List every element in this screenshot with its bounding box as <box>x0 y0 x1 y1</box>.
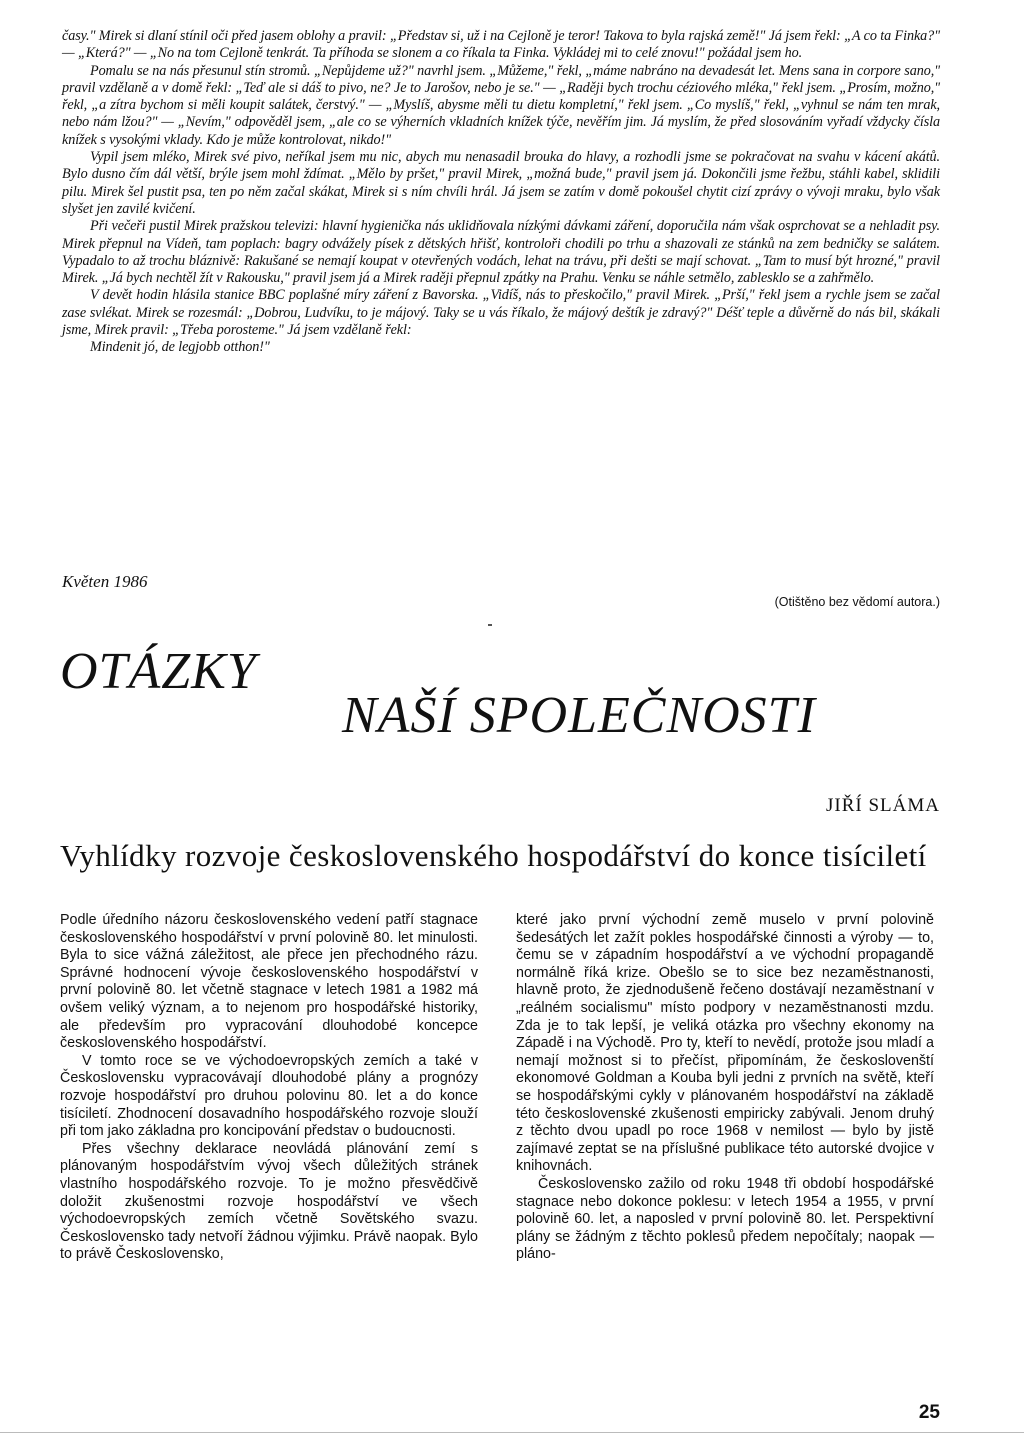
article-author: JIŘÍ SLÁMA <box>826 795 940 816</box>
story-paragraph: časy." Mirek si dlaní stínil oči před jasem oblohy a pravil: „Představ si, už i na Cejloně je teror! Takova to byla rajská země!" Já jsem řekl: „A co ta Finka?" — „Která?" — „No na tom Cejloně tenkrát. Ta příhoda se slonem a co říkala ta Finka. Vykládej mi to celé znovu!" požádal jsem ho. <box>62 28 940 62</box>
print-speck <box>488 624 492 626</box>
page-number: 25 <box>918 1402 940 1423</box>
article-paragraph: V tomto roce se ve východoevropských zemích a také v Československu vypracovávají dlouhodobé plány a prognózy rozvoje hospodářství pro druhou polovinu 80. let a do konce tisíciletí. Zhodnocení dosavadního hospodářského rozvoje slouží při tom jako základna pro koncipování představ o budoucnosti. <box>60 1052 478 1140</box>
article-paragraph: které jako první východní země muselo v první polovině šedesátých let zažít pokles hospodářské činnosti a výroby — to, čemu se v západním hospodářství a ve východní propagandě normálně říká krize. Obešlo se to sice bez nezaměstnanosti, hlavně proto, že zjednodušeně řečeno dostávají nezaměstnaní v „reálném socialismu" místo podpory v nezaměstnanosti mzdu. Zda je to tak lepší, je veliká otázka pro všechny ekonomy na Západě i na Východě. Pro ty, kteří to nevědí, protože jsou mladí a nemají možnost si to přečíst, připomínám, že českoslovenští ekonomové Goldman a Kouba byli jedni z prvních na světě, kteří se hospodářskými cykly v plánovaném hospodářství na základě této československé zkušenosti empiricky zabývali. Jenom druhý z těchto dvou upadl po roce 1968 v nemilost — bylo by jistě zajímavé zeptat se na příslušné publikace této autorské dvojice v knihovnách. <box>516 912 934 1175</box>
section-title-line-2: NAŠÍ SPOLEČNOSTI <box>342 687 816 744</box>
story-paragraph: Při večeři pustil Mirek pražskou televizi: hlavní hygienička nás uklidňovala nízkými dávkami záření, doporučila nám však osprchovat se a nehladit psy. Mirek přepnul na Vídeň, tam poplach: bagry odvážely písek z dětských hřišť, kontroloři chodili po trhu a shazovali ze stánků na zem bedničky se salátem. Vypadalo to až trochu bláznivě: Rakušané se nemají koupat v otevřených vodách, lehat na trávu, při dešti se mají schovat. „Tam to musí být hrozné," pravil Mirek. „Já bych nechtěl žít v Rakousku," pravil jsem já a Mirek raději přepnul zpátky na Prahu. Venku se náhle setmělo, zablesklo se a zahřmělo. <box>62 218 940 287</box>
story-continuation <box>62 28 940 357</box>
story-closing-line: Mindenit jó, de legjobb otthon!" <box>90 339 270 356</box>
story-paragraph: Pomalu se na nás přesunul stín stromů. „Nepůjdeme už?" navrhl jsem. „Můžeme," řekl, „máme nabráno na devadesát let. Mens sana in corpore sano," pravil vzdělaně a v domě řekl: „Teď ale si dáš to pivo, ne? Je to Jarošov, nebo je se." — „Raději bych trochu céziového mléka," řekl jsem. „Prosím, možno," řekl, „a zítra bychom si měli koupit salátek, čerstvý." — „Myslíš, abysme měli tu dietu kompletní," řekl jsem. „Co myslíš," řekl, „vyhnul se nám ten mrak, nebo nám lžou?" — „Nevím," odpověděl jsem, „ale co se výherních vkladních knížek týče, nevěřím jim. Já myslím, že před slosováním vyřadí vždycky čísla knížek s vysokými vklady. Kdo je může kontrolovat, nikdo!" <box>62 62 940 148</box>
article-paragraph: Podle úředního názoru československého vedení patří stagnace československého hospodářství v první polovině 80. let minulosti. Byla to sice vážná záležitost, ale přece jen přechodného rázu. Správné hodnocení vývoje československého hospodářství v první polovině 80. let včetně stagnace v letech 1981 a 1982 má ovšem veliký význam, a to nejenom pro hospodářské historiky, ale především pro vypracování dlouhodobé koncepce československého hospodářství. <box>60 912 478 1052</box>
bottom-scan-edge <box>0 1432 1024 1433</box>
article-paragraph: Přes všechny deklarace neovládá plánování zemí s plánovaným hospodářstvím vývoj všech důležitých stránek vlastního hospodářského rozvoje. To je možno přesvědčivě doložit zkušenostmi rozvoje hospodářství ve všech východoevropských zemích včetně Sovětského svazu. Československo tady netvoří žádnou výjimku. Právě naopak. Bylo to právě Československo, <box>60 1140 478 1263</box>
story-date: Květen 1986 <box>62 572 148 591</box>
article-column-left <box>60 912 478 1264</box>
article-column-right <box>516 912 934 1264</box>
article-title: Vyhlídky rozvoje československého hospodářství do konce tisíciletí <box>60 838 927 873</box>
section-title-line-1: OTÁZKY <box>60 643 257 700</box>
story-paragraph: Vypil jsem mléko, Mirek své pivo, neříkal jsem mu nic, abych mu nenasadil brouka do hlavy, a rozhodli jsme se pokračovat na svahu v kácení akátů. Bylo dusno čím dál větší, brýle jsem mohl ždímat. „Mělo by pršet," pravil Mirek, „možná bude," pravil jsem já. Dokončili jsme řežbu, stáhli kabel, sklidili pilu. Mirek šel pustit psa, ten po něm začal skákat, Mirek si s ním chvíli hrál. Já jsem se zatím v domě pokoušel chytit cizí zprávy o vývoji mraku, bylo však slyšet jen zavilé kvičení. <box>62 149 940 217</box>
article-paragraph: Československo zažilo od roku 1948 tři období hospodářské stagnace nebo dokonce poklesu: v letech 1954 a 1955, v první polovině 60. let, a naposled v první polovině 80. let. Perspektivní plány se žádným z těchto poklesů předem nepočítaly; naopak — pláno- <box>516 1175 934 1263</box>
story-paragraph: V devět hodin hlásila stanice BBC poplašné míry záření z Bavorska. „Vidíš, nás to přeskočilo," pravil Mirek. „Prší," řekl jsem a rychle jsem se začal zase svlékat. Mirek se rozesmál: „Dobrou, Ludvíku, to je májový. Taky se u vás říkalo, že májový deštík je zdravý?" Déšť teple a důvěrně do nás bil, skákali jsme, Mirek pravil: „Třeba porosteme." Já jsem vzdělaně řekl: <box>62 287 940 339</box>
print-note: (Otištěno bez vědomí autora.) <box>774 595 940 609</box>
